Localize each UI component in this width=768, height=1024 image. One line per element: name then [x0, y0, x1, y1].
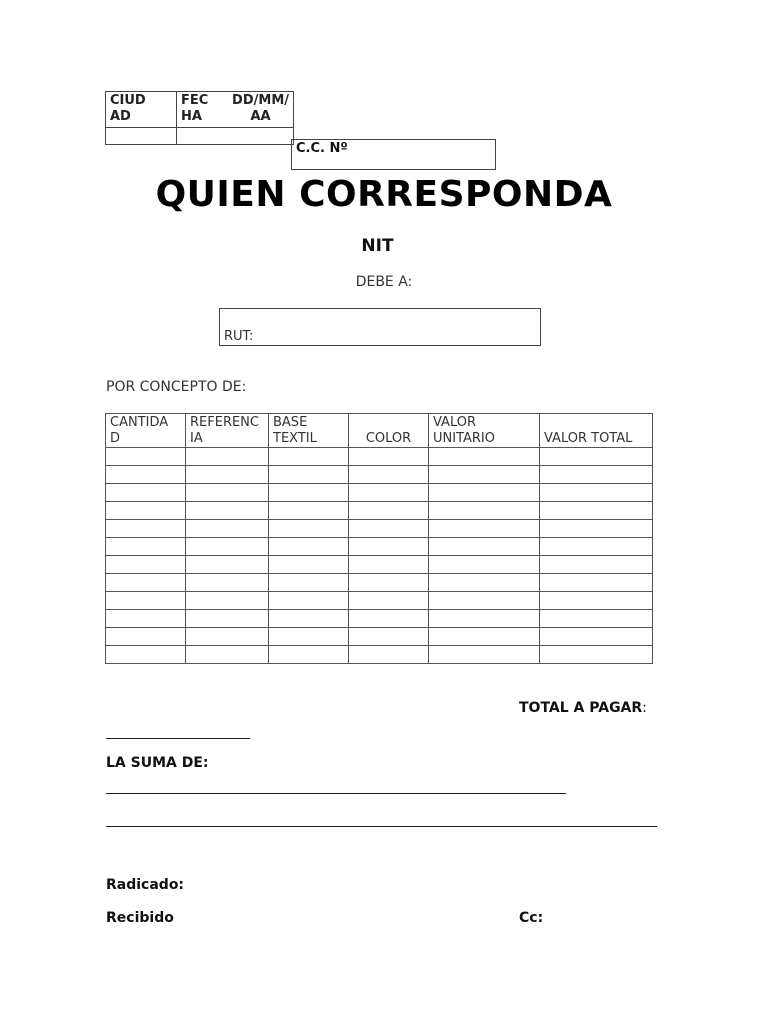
col-header-base-textil: BASE TEXTIL — [269, 414, 349, 448]
city-label: CIUD AD — [106, 92, 177, 128]
items-header-row — [106, 414, 653, 448]
debe-label: DEBE A: — [355, 274, 413, 290]
table-cell[interactable] — [269, 520, 349, 538]
table-cell[interactable] — [429, 592, 540, 610]
table-cell[interactable] — [349, 502, 429, 520]
table-cell[interactable] — [186, 520, 269, 538]
table-cell[interactable] — [186, 538, 269, 556]
table-cell[interactable] — [429, 628, 540, 646]
document-title: QUIEN CORRESPONDA — [155, 174, 613, 215]
table-row — [106, 628, 653, 646]
table-cell[interactable] — [540, 484, 653, 502]
table-cell[interactable] — [106, 466, 186, 484]
table-row — [106, 520, 653, 538]
fecha-cell — [177, 92, 294, 128]
table-cell[interactable] — [186, 502, 269, 520]
table-cell[interactable] — [349, 628, 429, 646]
total-label: TOTAL A PAGAR: — [519, 700, 647, 716]
table-cell[interactable] — [106, 448, 186, 466]
col-header-color: COLOR — [349, 414, 429, 448]
table-cell[interactable] — [106, 610, 186, 628]
table-cell[interactable] — [106, 538, 186, 556]
total-amount-line[interactable] — [106, 738, 250, 739]
table-row — [106, 556, 653, 574]
table-cell[interactable] — [269, 484, 349, 502]
table-cell[interactable] — [349, 448, 429, 466]
table-cell[interactable] — [429, 610, 540, 628]
table-cell[interactable] — [540, 646, 653, 664]
table-cell[interactable] — [540, 574, 653, 592]
table-cell[interactable] — [269, 610, 349, 628]
radicado-label: Radicado: — [106, 877, 185, 893]
nit-label: NIT — [361, 236, 394, 256]
table-cell[interactable] — [106, 646, 186, 664]
recibido-label: Recibido — [106, 910, 174, 926]
suma-line-1[interactable] — [106, 793, 566, 794]
table-cell[interactable] — [269, 628, 349, 646]
fecha-label: FEC HA — [181, 93, 209, 124]
table-row — [106, 502, 653, 520]
table-cell[interactable] — [429, 484, 540, 502]
table-row — [106, 466, 653, 484]
col-header-cantidad: CANTIDA D — [106, 414, 186, 448]
col-header-valor-total: VALOR TOTAL — [540, 414, 653, 448]
table-cell[interactable] — [269, 502, 349, 520]
table-cell[interactable] — [106, 484, 186, 502]
table-cell[interactable] — [269, 592, 349, 610]
table-cell[interactable] — [349, 574, 429, 592]
table-cell[interactable] — [349, 538, 429, 556]
table-cell[interactable] — [540, 466, 653, 484]
table-cell[interactable] — [429, 466, 540, 484]
table-row — [106, 538, 653, 556]
table-cell[interactable] — [429, 574, 540, 592]
table-cell[interactable] — [106, 502, 186, 520]
table-cell[interactable] — [186, 466, 269, 484]
col-header-referencia: REFERENC IA — [186, 414, 269, 448]
col-header-valor-unitario: VALOR UNITARIO — [429, 414, 540, 448]
table-cell[interactable] — [429, 502, 540, 520]
table-row — [106, 646, 653, 664]
table-cell[interactable] — [106, 628, 186, 646]
table-cell[interactable] — [269, 574, 349, 592]
table-cell[interactable] — [540, 592, 653, 610]
table-cell[interactable] — [186, 646, 269, 664]
table-cell[interactable] — [186, 592, 269, 610]
table-cell[interactable] — [349, 520, 429, 538]
table-cell[interactable] — [269, 556, 349, 574]
table-row — [106, 448, 653, 466]
date-format: DD/MM/ AA — [232, 93, 289, 124]
table-cell[interactable] — [186, 484, 269, 502]
table-cell[interactable] — [269, 466, 349, 484]
table-row — [106, 574, 653, 592]
table-cell[interactable] — [269, 538, 349, 556]
table-row — [106, 610, 653, 628]
table-cell[interactable] — [106, 574, 186, 592]
items-table — [105, 413, 653, 664]
table-cell[interactable] — [429, 520, 540, 538]
table-cell[interactable] — [106, 592, 186, 610]
table-cell[interactable] — [269, 448, 349, 466]
table-cell[interactable] — [186, 448, 269, 466]
table-cell[interactable] — [540, 520, 653, 538]
table-cell[interactable] — [540, 628, 653, 646]
table-cell[interactable] — [349, 592, 429, 610]
table-cell[interactable] — [106, 520, 186, 538]
table-cell[interactable] — [540, 556, 653, 574]
table-cell[interactable] — [429, 538, 540, 556]
table-cell[interactable] — [349, 610, 429, 628]
rut-box[interactable] — [219, 308, 541, 346]
table-cell[interactable] — [349, 646, 429, 664]
table-cell[interactable] — [186, 610, 269, 628]
table-cell[interactable] — [106, 556, 186, 574]
suma-label: LA SUMA DE: — [106, 755, 209, 771]
table-cell[interactable] — [186, 556, 269, 574]
table-cell[interactable] — [429, 448, 540, 466]
table-cell[interactable] — [429, 556, 540, 574]
city-value-cell[interactable] — [106, 128, 177, 145]
table-row — [106, 592, 653, 610]
city-date-table — [105, 91, 294, 145]
concepto-label: POR CONCEPTO DE: — [106, 379, 247, 395]
table-cell[interactable] — [269, 646, 349, 664]
table-cell[interactable] — [349, 556, 429, 574]
table-cell[interactable] — [540, 448, 653, 466]
rut-label: RUT: — [224, 329, 254, 344]
table-cell[interactable] — [429, 646, 540, 664]
table-cell[interactable] — [349, 484, 429, 502]
cc-label: C.C. Nº — [296, 141, 348, 156]
table-cell[interactable] — [186, 574, 269, 592]
cc-signature-label: Cc: — [519, 910, 544, 926]
date-value-cell[interactable] — [177, 128, 294, 145]
table-row — [106, 484, 653, 502]
suma-line-2[interactable] — [106, 826, 657, 827]
table-cell[interactable] — [540, 502, 653, 520]
table-cell[interactable] — [186, 628, 269, 646]
table-cell[interactable] — [540, 538, 653, 556]
cc-number-box[interactable] — [291, 139, 496, 170]
table-cell[interactable] — [540, 610, 653, 628]
table-cell[interactable] — [349, 466, 429, 484]
